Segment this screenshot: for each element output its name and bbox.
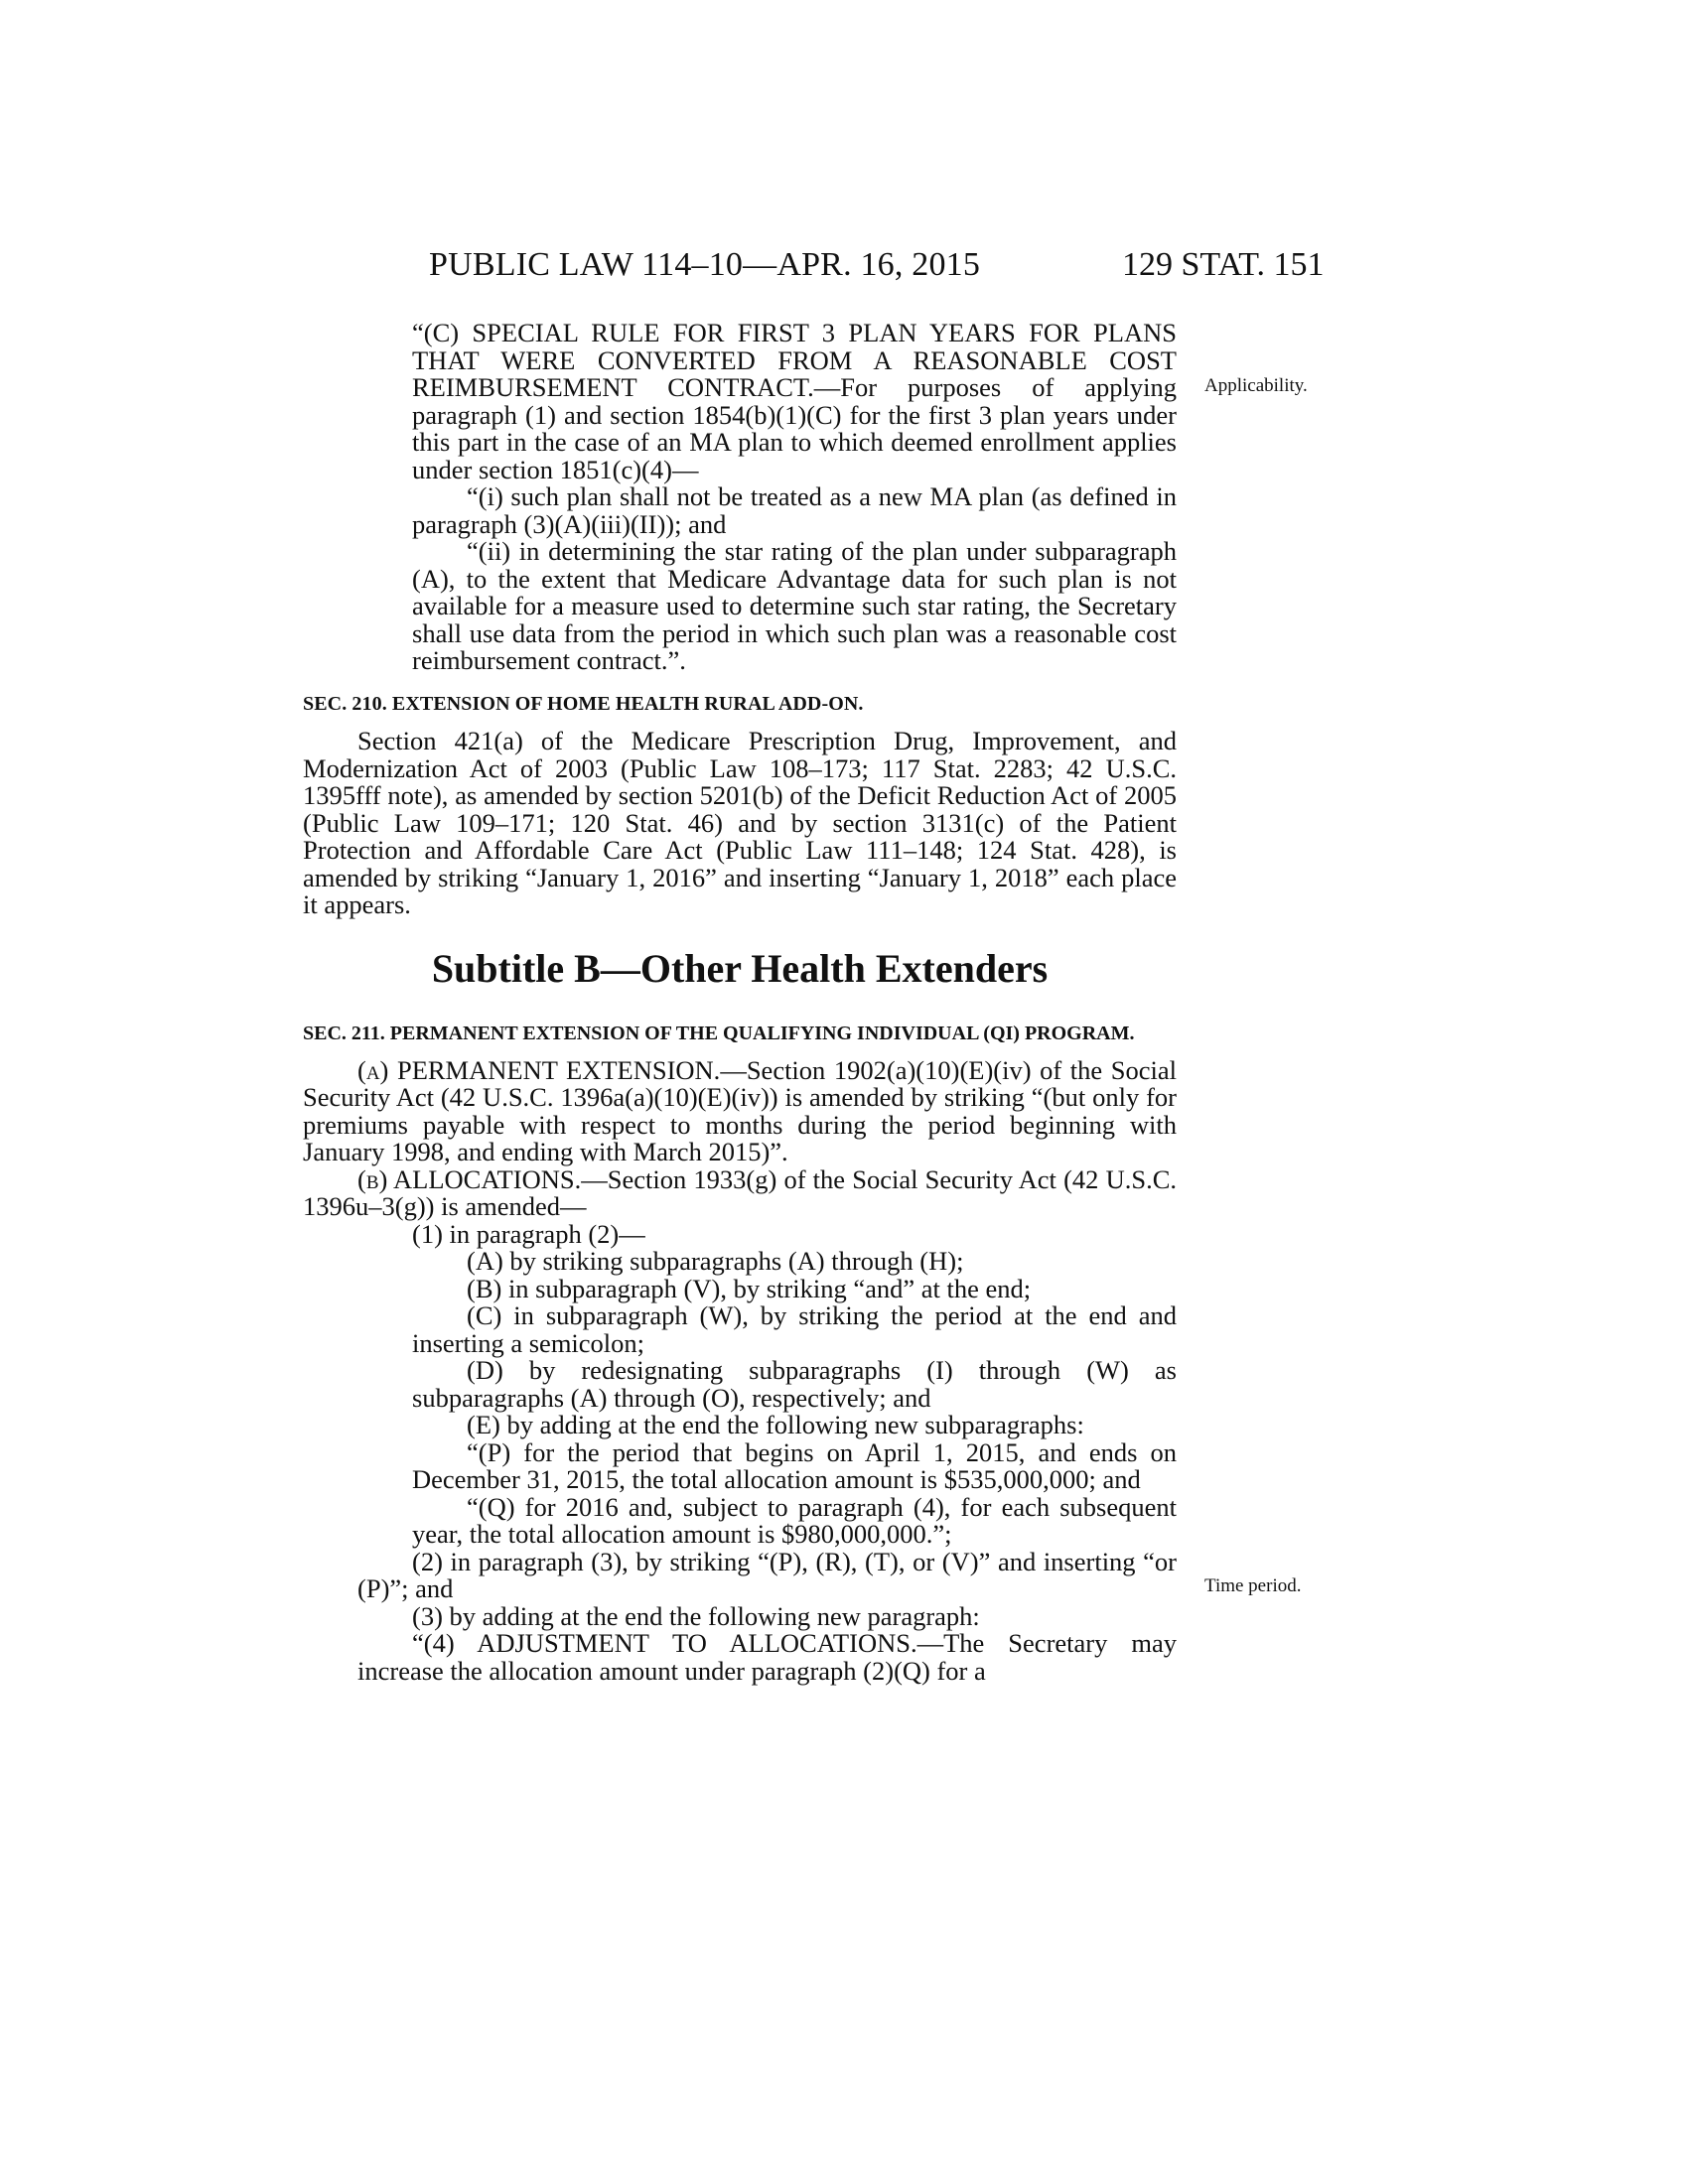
- clause-ii: “(ii) in determining the star rating of the plan under subparagraph (A), to the extent that Medicare Advantage data for such plan is not available for a measure used to determine such star rating, the Secretary shall use data from the period in which such plan was a reasonable cost reimbursement contract.”.: [412, 536, 1177, 675]
- subparagraph-q: “(Q) for 2016 and, subject to paragraph (4), for each subsequent year, the total allocation amount is $980,000,000.”;: [412, 1491, 1177, 1549]
- subsection-b: [303, 1163, 1178, 1221]
- paragraph-c-heading: “(C) SPECIAL RULE FOR FIRST 3 PLAN YEARS FOR PLANS THAT WERE CONVERTED FROM A REASONABLE COST REIMBURSEMENT CONTRACT.: [412, 318, 1177, 402]
- margin-note-applicability: Applicability.: [1204, 375, 1308, 396]
- subparagraph-b: (B) in subparagraph (V), by striking “and” at the end;: [467, 1273, 1032, 1303]
- section-210-heading: SEC. 210. EXTENSION OF HOME HEALTH RURAL ADD-ON.: [303, 692, 864, 715]
- paragraph-1: (1) in paragraph (2)—: [412, 1218, 645, 1249]
- paragraph-c: [303, 320, 1177, 483]
- paragraph-4-label: “(4) ADJUSTMENT TO ALLOCATIONS.: [412, 1628, 917, 1658]
- paragraph-c-text: —For purposes of applying paragraph (1) and section 1854(b)(1)(C) for the first 3 plan years under this part in the case of an MA plan to which deemed enrollment applies under section 1851(c)(4)—: [412, 372, 1177, 484]
- section-211-heading: SEC. 211. PERMANENT EXTENSION OF THE QUALIFYING INDIVIDUAL (QI) PROGRAM.: [303, 1022, 1135, 1044]
- subsection-a-text: —Section 1902(a)(10)(E)(iv) of the Social Security Act (42 U.S.C. 1396a(a)(10)(E)(iv)) is amended by striking “(but only for premiums payable with respect to months during the period beginning with January 1998, and ending with March 2015)”.: [303, 1054, 1177, 1166]
- paragraph-4: [303, 1630, 1177, 1685]
- subtitle-heading: Subtitle B—Other Health Extenders: [431, 945, 1049, 991]
- subparagraph-a: (A) by striking subparagraphs (A) through (H);: [467, 1246, 964, 1276]
- paragraph-3: (3) by adding at the end the following new paragraph:: [412, 1600, 980, 1631]
- page-citation: 129 STAT. 151: [1122, 246, 1325, 283]
- paragraph-4-text: —The Secretary may increase the allocation amount under paragraph (2)(Q) for a: [357, 1628, 1178, 1686]
- section-210-text: Section 421(a) of the Medicare Prescription Drug, Improvement, and Modernization Act of 2003 (Public Law 108–173; 117 Stat. 2283; 42 U.S.C. 1395fff note), as amended by section 5201(b) of the Deficit Reduction Act of 2005 (Public Law 109–171; 120 Stat. 46) and by section 3131(c) of the Patient Protection and Affordable Care Act (Public Law 111–148; 124 Stat. 428), is amended by striking “January 1, 2016” and inserting “January 1, 2018” each place it appears.: [303, 726, 1177, 919]
- subsection-b-label: (b) ALLOCATIONS.: [357, 1163, 582, 1194]
- main-text: [303, 320, 1177, 1685]
- running-header: PUBLIC LAW 114–10—APR. 16, 2015: [429, 246, 981, 283]
- subsection-a-label: (a) PERMANENT EXTENSION.: [357, 1054, 721, 1085]
- subparagraph-p: “(P) for the period that begins on April 1, 2015, and ends on December 31, 2015, the total allocation amount is $535,000,000; and: [412, 1436, 1177, 1494]
- paragraph-2: (2) in paragraph (3), by striking “(P), (R), (T), or (V)” and inserting “or (P)”; and: [357, 1546, 1177, 1603]
- subparagraph-c: (C) in subparagraph (W), by striking the period at the end and inserting a semicolon;: [412, 1300, 1177, 1358]
- margin-note-time-period: Time period.: [1204, 1575, 1302, 1596]
- subparagraph-e: (E) by adding at the end the following new subparagraphs:: [467, 1410, 1084, 1439]
- subsection-b-text: —Section 1933(g) of the Social Security Act (42 U.S.C. 1396u–3(g)) is amended—: [303, 1163, 1178, 1221]
- subparagraph-d: (D) by redesignating subparagraphs (I) through (W) as subparagraphs (A) through (O), respectively; and: [412, 1355, 1177, 1413]
- subsection-a: [303, 1054, 1177, 1166]
- clause-i: “(i) such plan shall not be treated as a new MA plan (as defined in paragraph (3)(A)(iii)(II)); and: [412, 481, 1177, 539]
